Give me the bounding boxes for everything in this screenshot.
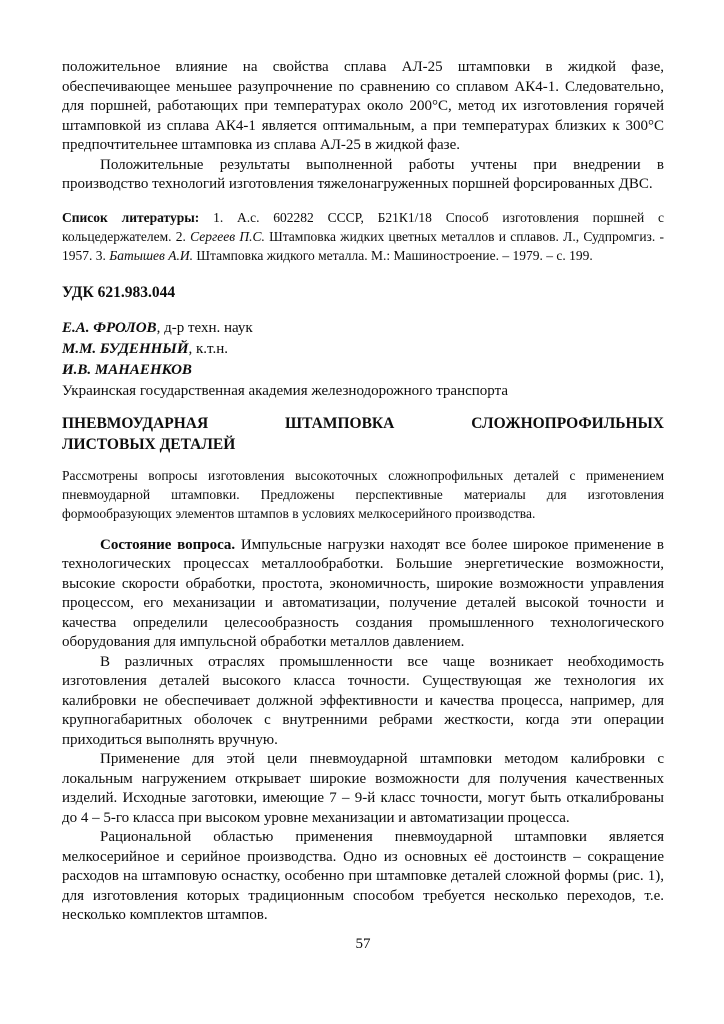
- body-paragraph-1-text: Импульсные нагрузки находят все более широкое применение в технологических процессах металлообработки. Большие энергетические возможности, высокие скорости обработки, простота, экономичность, широкие возможности управления процессом, его механизации и автоматизации, получение деталей высокой точности и качества определили целесообразность создания промышленного технологического оборудования для импульсной обработки металлов давлением.: [62, 536, 664, 650]
- article-title-line-1: ПНЕВМОУДАРНАЯ ШТАМПОВКА СЛОЖНОПРОФИЛЬНЫХ: [62, 414, 664, 432]
- author-degree: , к.т.н.: [188, 340, 228, 357]
- article-title-line-2: ЛИСТОВЫХ ДЕТАЛЕЙ: [62, 435, 236, 453]
- reference-author-batyshev: Батышев А.И.: [109, 247, 194, 263]
- reference-entry-3: Штамповка жидкого металла. М.: Машиностроение. – 1979. – с. 199.: [193, 247, 593, 263]
- reference-entry-2: Штамповка жидких цветных металлов и сплавов. Л., Судпромгиз. - 1957. 3.: [62, 228, 665, 263]
- references-paragraph: [62, 208, 664, 265]
- authors-block: [62, 318, 664, 402]
- author-name-frolov: Е.А. ФРОЛОВ: [62, 319, 157, 336]
- body-paragraph-2: В различных отраслях промышленности все чаще возникает необходимость изготовления деталей высокого класса точности. Существующая же технология их калибровки не обеспечивает должной эффективности и качества процесса, например, для крупногабаритных оболочек с внутренними ребрами жесткости, когда эти операции приходиться выполнять вручную.: [62, 653, 664, 748]
- affiliation: Украинская государственная академия железнодорожного транспорта: [62, 382, 509, 399]
- abstract-paragraph: Рассмотрены вопросы изготовления высокоточных сложнопрофильных деталей с применением пневмоударной штамповки. Предложены перспективные материалы для изготовления формообразующих элементов штампов в условиях мелкосерийного производства.: [62, 467, 664, 521]
- reference-entry-1: 1. А.с. 602282 СССР, Б21К1/18 Способ изготовления поршней с кольцедержателем. 2.: [62, 209, 664, 244]
- body-paragraph-1: [62, 536, 664, 653]
- continued-paragraph: положительное влияние на свойства сплава АЛ-25 штамповки в жидкой фазе, обеспечивающее меньшее разупрочнение по сравнению со сплавом АК4-1. Следовательно, для поршней, работающих при температурах около 200°С, метод их изготовления горячей штамповкой из сплава АК4-1 является оптимальным, а при температурах близких к 300°С предпочтительнее штамповка из сплава АЛ-25 в жидкой фазе.: [62, 59, 664, 153]
- body-paragraph-3: Применение для этой цели пневмоударной штамповки методом калибровки с локальным нагружением открывает широкие возможности для получения качественных изделий. Исходные заготовки, имеющие 7 – 9-й класс точности, могут быть откалиброваны до 4 – 5-го класса при высоком уровне механизации и автоматизации процесса.: [62, 751, 664, 826]
- udc-code: УДК 621.983.044: [62, 283, 176, 301]
- article-title: [62, 413, 664, 455]
- section-heading: Состояние вопроса.: [100, 536, 236, 553]
- author-line: [62, 360, 664, 381]
- author-line: [62, 318, 664, 339]
- references-label: Список литературы:: [62, 209, 200, 225]
- page-number: 57: [355, 935, 371, 952]
- author-name-budenny: М.М. БУДЕННЫЙ: [62, 340, 189, 357]
- author-name-manaenkov: И.В. МАНАЕНКОВ: [62, 361, 192, 378]
- reference-author-sergeev: Сергеев П.С.: [190, 228, 265, 244]
- author-degree: , д-р техн. наук: [156, 319, 253, 336]
- author-line: [62, 339, 664, 360]
- results-paragraph: Положительные результаты выполненной работы учтены при внедрении в производство технологий изготовления тяжелонагруженных поршней форсированных ДВС.: [62, 156, 664, 192]
- body-paragraph-4: Рациональной областью применения пневмоударной штамповки является мелкосерийное и серийное производства. Одно из основных её достоинств – сокращение расходов на штамповую оснастку, особенно при штамповке деталей сложной формы (рис. 1), для изготовления которых традиционным способом требуется несколько переходов, т.е. несколько комплектов штампов.: [62, 829, 664, 923]
